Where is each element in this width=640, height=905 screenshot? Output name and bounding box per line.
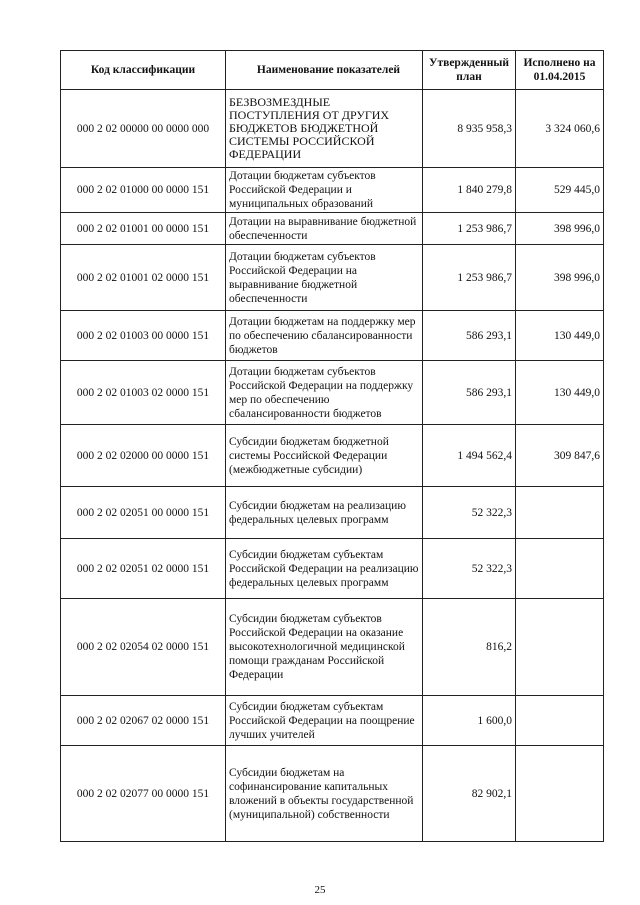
row-plan: 52 322,3 <box>423 487 516 539</box>
row-code: 000 2 02 00000 00 0000 000 <box>61 90 226 168</box>
row-name: Субсидии бюджетам субъектам Российской Федерации на поощрение лучших учителей <box>226 696 423 746</box>
row-done <box>516 539 604 599</box>
row-plan: 816,2 <box>423 599 516 696</box>
row-name: Дотации бюджетам субъектов Российской Федерации и муниципальных образований <box>226 168 423 213</box>
row-code: 000 2 02 01003 00 0000 151 <box>61 311 226 361</box>
row-code: 000 2 02 01003 02 0000 151 <box>61 361 226 425</box>
row-code: 000 2 02 01000 00 0000 151 <box>61 168 226 213</box>
row-code: 000 2 02 01001 00 0000 151 <box>61 213 226 245</box>
row-done: 309 847,6 <box>516 425 604 487</box>
row-done <box>516 746 604 842</box>
row-done <box>516 599 604 696</box>
row-plan: 1 840 279,8 <box>423 168 516 213</box>
table-row <box>61 746 604 842</box>
table-row <box>61 361 604 425</box>
header-code: Код классификации <box>61 51 226 90</box>
table-row <box>61 311 604 361</box>
table-row <box>61 245 604 311</box>
row-name: Субсидии бюджетам субъектов Российской Федерации на оказание высокотехнологичной медицинской помощи гражданам Российской Федерации <box>226 599 423 696</box>
row-plan: 1 494 562,4 <box>423 425 516 487</box>
row-done: 529 445,0 <box>516 168 604 213</box>
table-row <box>61 425 604 487</box>
row-name: Дотации на выравнивание бюджетной обеспеченности <box>226 213 423 245</box>
row-done: 3 324 060,6 <box>516 90 604 168</box>
page-number: 25 <box>314 884 326 896</box>
table-row <box>61 168 604 213</box>
row-plan: 1 600,0 <box>423 696 516 746</box>
header-done: Исполнено на 01.04.2015 <box>516 51 604 90</box>
row-code: 000 2 02 02067 02 0000 151 <box>61 696 226 746</box>
row-name: Дотации бюджетам на поддержку мер по обеспечению сбалансированности бюджетов <box>226 311 423 361</box>
row-done: 130 449,0 <box>516 361 604 425</box>
row-name: Дотации бюджетам субъектов Российской Федерации на выравнивание бюджетной обеспеченности <box>226 245 423 311</box>
row-plan: 1 253 986,7 <box>423 245 516 311</box>
row-code: 000 2 02 02054 02 0000 151 <box>61 599 226 696</box>
header-plan: Утвержденный план <box>423 51 516 90</box>
row-name: Субсидии бюджетам на реализацию федеральных целевых программ <box>226 487 423 539</box>
row-code: 000 2 02 02051 02 0000 151 <box>61 539 226 599</box>
budget-table <box>60 50 604 842</box>
table-header-row <box>61 51 604 90</box>
row-code: 000 2 02 02000 00 0000 151 <box>61 425 226 487</box>
row-code: 000 2 02 02051 00 0000 151 <box>61 487 226 539</box>
row-name: Субсидии бюджетам на софинансирование капитальных вложений в объекты государственной (муниципальной) собственности <box>226 746 423 842</box>
row-plan: 52 322,3 <box>423 539 516 599</box>
row-name: БЕЗВОЗМЕЗДНЫЕ ПОСТУПЛЕНИЯ ОТ ДРУГИХ БЮДЖЕТОВ БЮДЖЕТНОЙ СИСТЕМЫ РОССИЙСКОЙ ФЕДЕРАЦИИ <box>226 90 423 168</box>
row-plan: 8 935 958,3 <box>423 90 516 168</box>
row-plan: 82 902,1 <box>423 746 516 842</box>
row-name: Субсидии бюджетам бюджетной системы Российской Федерации (межбюджетные субсидии) <box>226 425 423 487</box>
row-done: 398 996,0 <box>516 245 604 311</box>
row-done: 130 449,0 <box>516 311 604 361</box>
row-done: 398 996,0 <box>516 213 604 245</box>
row-name: Дотации бюджетам субъектов Российской Федерации на поддержку мер по обеспечению сбалансированности бюджетов <box>226 361 423 425</box>
table-row <box>61 487 604 539</box>
table-row <box>61 213 604 245</box>
row-code: 000 2 02 02077 00 0000 151 <box>61 746 226 842</box>
table-row <box>61 539 604 599</box>
row-done <box>516 487 604 539</box>
table-row <box>61 599 604 696</box>
header-name: Наименование показателей <box>226 51 423 90</box>
row-plan: 586 293,1 <box>423 311 516 361</box>
row-plan: 586 293,1 <box>423 361 516 425</box>
row-name: Субсидии бюджетам субъектам Российской Федерации на реализацию федеральных целевых программ <box>226 539 423 599</box>
table-row <box>61 696 604 746</box>
row-plan: 1 253 986,7 <box>423 213 516 245</box>
row-code: 000 2 02 01001 02 0000 151 <box>61 245 226 311</box>
row-done <box>516 696 604 746</box>
table-row <box>61 90 604 168</box>
